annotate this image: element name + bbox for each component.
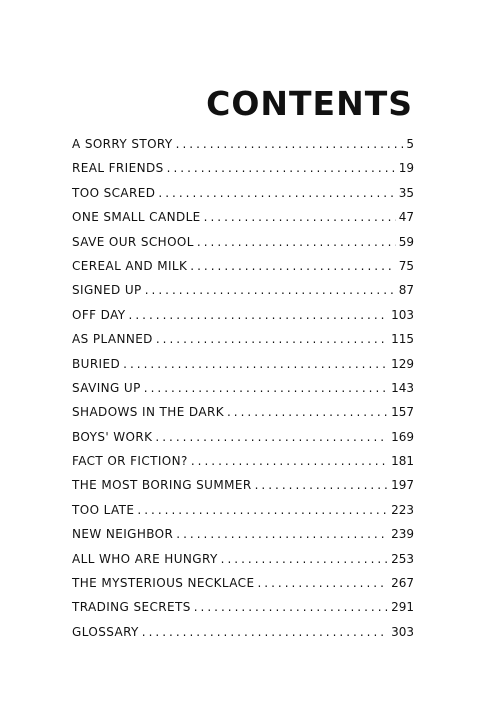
page-number: 75: [398, 258, 414, 273]
chapter-title: AS PLANNED: [72, 332, 153, 347]
dot-leader: [142, 620, 388, 644]
chapter-title: BOYS' WORK: [72, 429, 153, 444]
page-number: 239: [391, 527, 414, 542]
toc-entry: [72, 327, 414, 351]
page-number: 303: [391, 624, 414, 639]
chapter-title: GLOSSARY: [72, 624, 139, 639]
chapter-title: NEW NEIGHBOR: [72, 527, 174, 542]
page-number: 253: [391, 551, 414, 566]
chapter-title: ALL WHO ARE HUNGRY: [72, 551, 218, 566]
page-number: 35: [398, 185, 414, 200]
page-number: 5: [406, 137, 414, 151]
toc-entry: [72, 449, 414, 473]
toc-entry: [72, 156, 414, 180]
chapter-title: REAL FRIENDS: [72, 161, 164, 176]
toc-entry: [72, 571, 414, 595]
page-number: 59: [398, 234, 414, 249]
dot-leader: [158, 181, 395, 205]
dot-leader: [137, 498, 388, 522]
chapter-title: SHADOWS IN THE DARK: [72, 405, 224, 420]
dot-leader: [257, 571, 388, 595]
page-number: 19: [398, 161, 414, 176]
chapter-title: TRADING SECRETS: [72, 600, 191, 615]
toc-entry: [72, 230, 414, 254]
dot-leader: [197, 230, 396, 254]
toc-entry: [72, 425, 414, 449]
page-number: 143: [391, 380, 414, 395]
page-number: 47: [398, 210, 414, 225]
chapter-title: TOO LATE: [72, 502, 135, 517]
dot-leader: [156, 327, 388, 351]
dot-leader: [255, 473, 389, 497]
page-number: 291: [391, 600, 414, 615]
table-of-contents: [72, 132, 414, 644]
page-number: 87: [398, 283, 414, 298]
dot-leader: [145, 278, 396, 302]
toc-entry: [72, 620, 414, 644]
toc-entry: [72, 595, 414, 619]
toc-entry: [72, 205, 414, 229]
dot-leader: [221, 547, 388, 571]
toc-entry: [72, 376, 414, 400]
dot-leader: [190, 254, 395, 278]
page-number: 169: [391, 429, 414, 444]
chapter-title: THE MYSTERIOUS NECKLACE: [72, 576, 255, 591]
dot-leader: [123, 352, 388, 376]
chapter-title: FACT OR FICTION?: [72, 454, 188, 469]
dot-leader: [227, 400, 388, 424]
dot-leader: [204, 205, 396, 229]
chapter-title: A SORRY STORY: [72, 137, 173, 151]
dot-leader: [194, 595, 388, 619]
chapter-title: THE MOST BORING SUMMER: [72, 478, 252, 493]
toc-entry: [72, 498, 414, 522]
page-title: CONTENTS: [206, 84, 413, 123]
toc-entry: [72, 254, 414, 278]
toc-entry: [72, 473, 414, 497]
toc-entry: [72, 278, 414, 302]
toc-entry: [72, 522, 414, 546]
dot-leader: [191, 449, 388, 473]
chapter-title: SAVE OUR SCHOOL: [72, 234, 194, 249]
toc-entry: [72, 352, 414, 376]
page-number: 267: [391, 576, 414, 591]
chapter-title: BURIED: [72, 356, 121, 371]
page-number: 115: [391, 332, 414, 347]
page-number: 181: [391, 454, 414, 469]
chapter-title: OFF DAY: [72, 307, 126, 322]
page-number: 197: [391, 478, 414, 493]
toc-entry: [72, 181, 414, 205]
toc-entry: [72, 132, 414, 156]
toc-entry: [72, 547, 414, 571]
chapter-title: TOO SCARED: [72, 185, 156, 200]
dot-leader: [129, 303, 389, 327]
page-number: 223: [391, 502, 414, 517]
chapter-title: SAVING UP: [72, 380, 141, 395]
page-number: 103: [391, 307, 414, 322]
chapter-title: SIGNED UP: [72, 283, 142, 298]
chapter-title: ONE SMALL CANDLE: [72, 210, 201, 225]
dot-leader: [144, 376, 388, 400]
toc-entry: [72, 303, 414, 327]
toc-entry: [72, 400, 414, 424]
dot-leader: [155, 425, 388, 449]
dot-leader: [167, 156, 396, 180]
page-number: 157: [391, 405, 414, 420]
dot-leader: [176, 132, 404, 156]
chapter-title: CEREAL AND MILK: [72, 258, 188, 273]
dot-leader: [176, 522, 388, 546]
page-number: 129: [391, 356, 414, 371]
